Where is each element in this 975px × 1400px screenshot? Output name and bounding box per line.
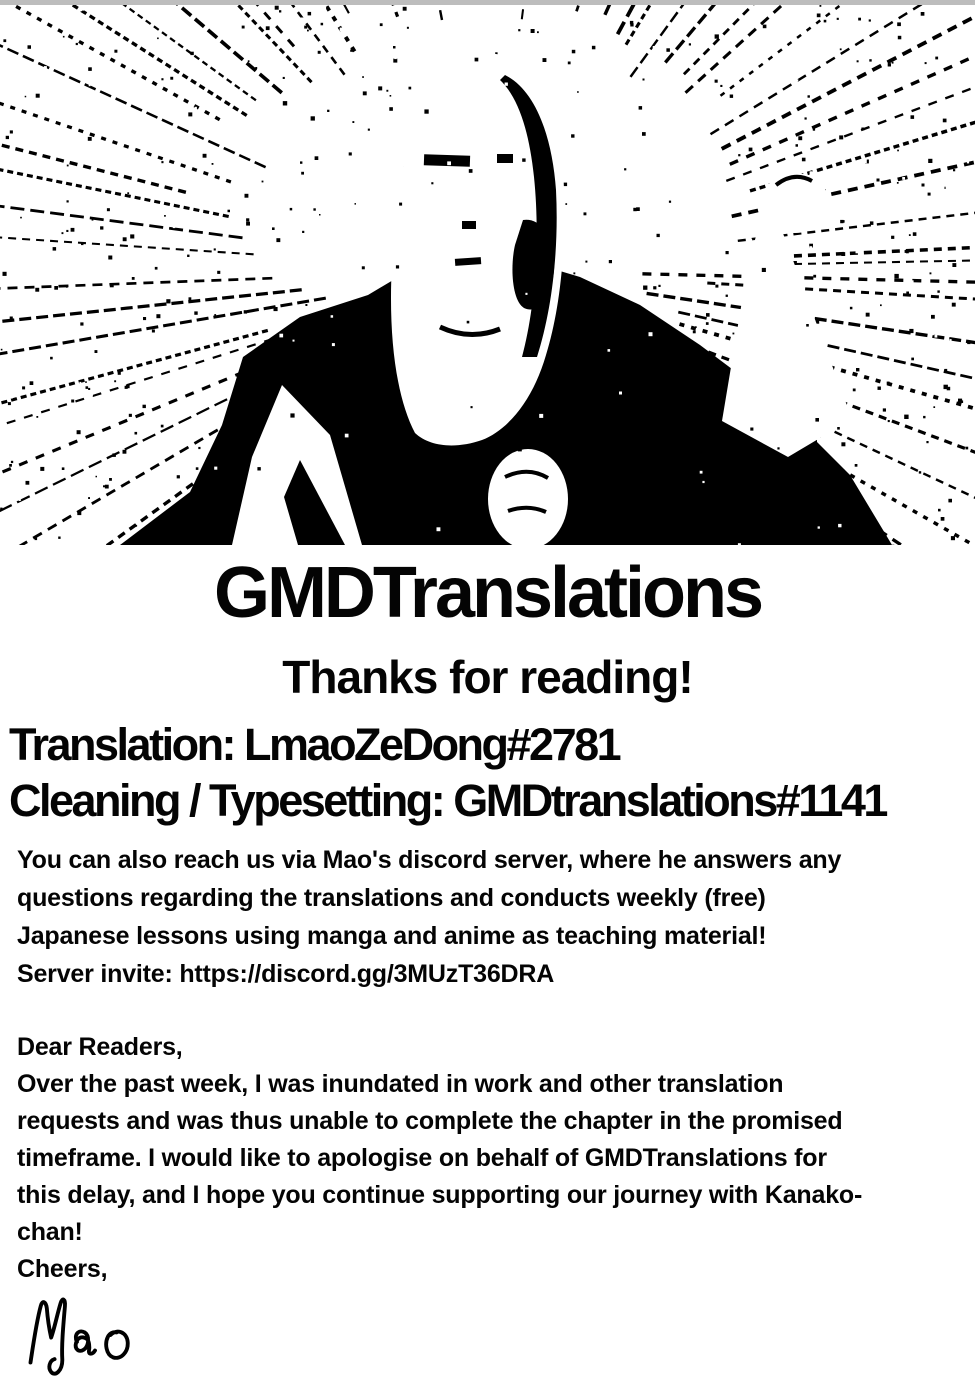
cleaning-typesetting-credit: Cleaning / Typesetting: GMDtranslations#1141 [9,775,886,826]
discord-note-line: questions regarding the translations and conducts weekly (free) [17,884,766,912]
reader-letter [0,1029,975,1288]
signature-letter-o [106,1332,128,1358]
signature-letter-a [76,1331,95,1353]
nose-shadow [462,221,476,229]
translation-credit: Translation: LmaoZeDong#2781 [9,719,620,770]
discord-note-line: Japanese lessons using manga and anime as teaching material! [17,922,767,950]
mao-signature [20,1292,170,1378]
right-eye [497,154,513,163]
letter-line: timeframe. I would like to apologise on behalf of GMDTranslations for [17,1144,827,1172]
mao-halftone-illustration [0,5,975,545]
signature-letter-m [31,1300,66,1374]
letter-line: this delay, and I hope you continue supporting our journey with Kanako- [17,1181,863,1209]
letter-closing: Cheers, [17,1255,108,1283]
letter-line: Over the past week, I was inundated in work and other translation [17,1070,784,1098]
raised-hand [761,173,829,233]
discord-note [0,841,975,993]
page-title: GMDTranslations [213,553,762,633]
discord-note-line: You can also reach us via Mao's discord server, where he answers any [17,846,842,874]
hero-image [0,5,975,545]
fist-highlight [488,449,568,545]
credits-block [0,717,975,829]
thanks-message: Thanks for reading! [282,651,693,703]
letter-salutation: Dear Readers, [17,1033,183,1061]
letter-line: chan! [17,1218,83,1246]
letter-line: requests and was thus unable to complete the chapter in the promised [17,1107,843,1135]
server-invite-url: Server invite: https://discord.gg/3MUzT36DRA [17,960,555,988]
left-eye [424,154,470,167]
